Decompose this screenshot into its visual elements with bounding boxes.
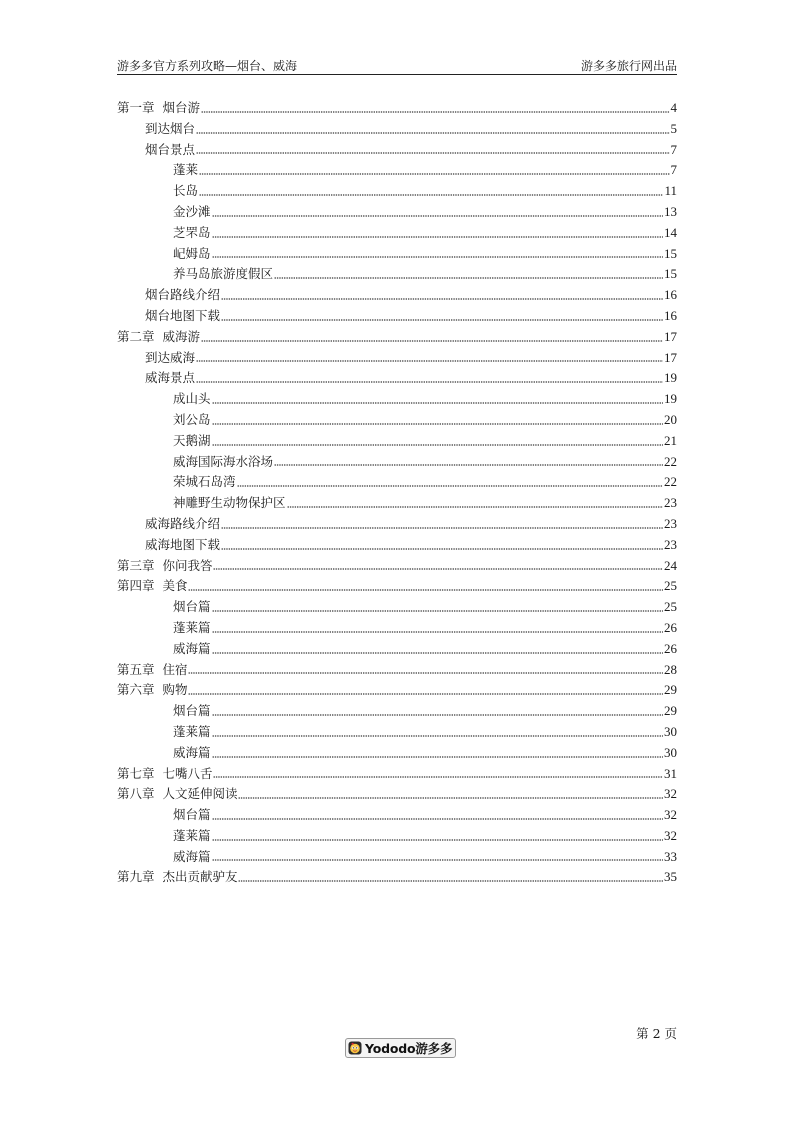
toc-entry-label: 天鹅湖 xyxy=(173,432,211,448)
toc-entry-page: 23 xyxy=(664,515,677,531)
toc-entry[interactable] xyxy=(117,597,677,618)
toc-entry-label: 荣城石岛湾 xyxy=(173,474,236,490)
toc-entry-page: 16 xyxy=(664,307,677,323)
toc-dot-leader xyxy=(212,727,663,737)
toc-entry-label: 烟台路线介绍 xyxy=(145,287,221,303)
toc-entry-page: 28 xyxy=(664,661,677,677)
toc-entry-page: 25 xyxy=(664,599,677,615)
toc-dot-leader xyxy=(199,186,663,196)
toc-entry-page: 13 xyxy=(664,203,677,219)
toc-entry[interactable] xyxy=(117,493,677,514)
toc-dot-leader xyxy=(212,831,663,841)
toc-entry-page: 30 xyxy=(664,723,677,739)
header-publisher: 游多多旅行网出品 xyxy=(580,59,677,73)
toc-entry-label: 威海篇 xyxy=(173,640,211,656)
toc-entry-label: 第二章 威海游 xyxy=(117,328,200,344)
toc-dot-leader xyxy=(212,228,663,238)
toc-entry-page: 23 xyxy=(664,495,677,511)
toc-dot-leader xyxy=(196,352,663,362)
toc-entry-page: 22 xyxy=(664,474,677,490)
toc-dot-leader xyxy=(238,872,663,882)
toc-entry-page: 21 xyxy=(664,432,677,448)
toc-entry-page: 5 xyxy=(670,120,677,136)
toc-entry-label: 到达烟台 xyxy=(145,120,196,136)
toc-dot-leader xyxy=(188,685,663,695)
toc-entry-page: 4 xyxy=(670,100,677,115)
toc-entry-page: 17 xyxy=(664,349,677,365)
toc-entry-label: 蓬莱篇 xyxy=(173,723,211,739)
toc-entry-label: 烟台篇 xyxy=(173,599,211,615)
toc-entry[interactable] xyxy=(117,701,677,722)
toc-entry[interactable] xyxy=(117,743,677,764)
toc-entry[interactable] xyxy=(117,244,677,265)
toc-entry-page: 7 xyxy=(670,162,677,178)
toc-entry-page: 31 xyxy=(664,765,677,781)
toc-entry-label: 蓬莱篇 xyxy=(173,619,211,635)
toc-entry-page: 35 xyxy=(664,869,677,885)
toc-entry[interactable] xyxy=(117,389,677,410)
toc-entry-label: 成山头 xyxy=(173,391,211,407)
toc-entry[interactable] xyxy=(117,660,677,681)
toc-entry-page: 26 xyxy=(664,619,677,635)
toc-entry[interactable] xyxy=(117,805,677,826)
toc-dot-leader xyxy=(188,664,663,674)
toc-entry[interactable] xyxy=(117,556,677,577)
toc-entry-page: 32 xyxy=(664,786,677,802)
toc-entry-page: 7 xyxy=(670,141,677,157)
toc-dot-leader xyxy=(199,165,669,175)
toc-entry-page: 29 xyxy=(664,703,677,719)
logo-text: Yododo游多多 xyxy=(365,1041,453,1056)
toc-entry-label: 烟台篇 xyxy=(173,807,211,823)
toc-dot-leader xyxy=(221,540,663,550)
toc-entry-label: 第七章 七嘴八舌 xyxy=(117,765,213,781)
toc-entry[interactable] xyxy=(117,639,677,660)
toc-entry[interactable] xyxy=(117,285,677,306)
toc-entry-page: 22 xyxy=(664,453,677,469)
toc-dot-leader xyxy=(274,456,663,466)
toc-entry-page: 33 xyxy=(664,848,677,864)
toc-dot-leader xyxy=(212,851,663,861)
toc-entry-label: 威海景点 xyxy=(145,370,196,386)
toc-entry-page: 26 xyxy=(664,640,677,656)
page-header xyxy=(117,56,677,74)
toc-entry-label: 第五章 住宿 xyxy=(117,661,188,677)
toc-entry[interactable] xyxy=(117,431,677,452)
toc-dot-leader xyxy=(212,602,663,612)
toc-dot-leader xyxy=(188,581,663,591)
toc-entry-page: 19 xyxy=(664,370,677,386)
toc-entry-page: 17 xyxy=(664,328,677,344)
toc-entry-label: 烟台景点 xyxy=(145,141,196,157)
toc-entry-page: 14 xyxy=(664,224,677,240)
toc-entry[interactable] xyxy=(117,223,677,244)
toc-dot-leader xyxy=(201,103,670,113)
toc-dot-leader xyxy=(212,623,663,633)
toc-entry[interactable] xyxy=(117,784,677,805)
toc-entry-page: 24 xyxy=(664,557,677,573)
toc-entry[interactable] xyxy=(117,119,677,140)
toc-dot-leader xyxy=(287,498,663,508)
toc-entry-label: 威海路线介绍 xyxy=(145,515,221,531)
toc-entry-label: 第四章 美食 xyxy=(117,578,188,594)
toc-entry[interactable] xyxy=(117,348,677,369)
toc-dot-leader xyxy=(221,519,663,529)
toc-entry-label: 长岛 xyxy=(173,183,199,199)
toc-entry-page: 29 xyxy=(664,682,677,698)
toc-entry-page: 16 xyxy=(664,287,677,303)
toc-dot-leader xyxy=(212,415,663,425)
toc-entry-page: 15 xyxy=(664,266,677,282)
toc-entry[interactable] xyxy=(117,514,677,535)
toc-entry[interactable] xyxy=(117,368,677,389)
toc-entry-label: 第九章 杰出贡献驴友 xyxy=(117,869,238,885)
toc-entry[interactable] xyxy=(117,181,677,202)
toc-entry-label: 第八章 人文延伸阅读 xyxy=(117,786,238,802)
toc-entry[interactable] xyxy=(117,618,677,639)
toc-entry-page: 25 xyxy=(664,578,677,594)
toc-dot-leader xyxy=(221,311,663,321)
toc-entry-page: 30 xyxy=(664,744,677,760)
toc-dot-leader xyxy=(212,248,663,258)
toc-entry-page: 32 xyxy=(664,827,677,843)
toc-dot-leader xyxy=(213,560,663,570)
toc-entry-label: 金沙滩 xyxy=(173,203,211,219)
toc-entry[interactable] xyxy=(117,847,677,868)
toc-entry-label: 威海国际海水浴场 xyxy=(173,453,274,469)
toc-entry[interactable] xyxy=(117,202,677,223)
toc-entry-label: 到达威海 xyxy=(145,349,196,365)
toc-entry[interactable] xyxy=(117,576,677,597)
toc-dot-leader xyxy=(237,477,663,487)
toc-entry-label: 烟台篇 xyxy=(173,703,211,719)
toc-entry-label: 蓬莱 xyxy=(173,162,199,178)
toc-dot-leader xyxy=(212,810,663,820)
toc-entry-label: 养马岛旅游度假区 xyxy=(173,266,274,282)
toc-dot-leader xyxy=(238,789,663,799)
toc-dot-leader xyxy=(196,144,669,154)
yododo-logo xyxy=(345,1038,456,1058)
toc-entry[interactable] xyxy=(117,722,677,743)
toc-entry-label: 芝罘岛 xyxy=(173,224,211,240)
toc-dot-leader xyxy=(212,394,663,404)
toc-entry-label: 第六章 购物 xyxy=(117,682,188,698)
toc-entry[interactable] xyxy=(117,452,677,473)
toc-entry[interactable] xyxy=(117,680,677,701)
toc-dot-leader xyxy=(212,644,663,654)
toc-entry-page: 32 xyxy=(664,807,677,823)
page-number: 第 2 页 xyxy=(636,1026,677,1041)
toc-entry-label: 蓬莱篇 xyxy=(173,827,211,843)
toc-entry-label: 威海篇 xyxy=(173,744,211,760)
toc-entry[interactable] xyxy=(117,327,677,348)
toc-dot-leader xyxy=(212,436,663,446)
toc-entry[interactable] xyxy=(117,867,677,888)
toc-entry-label: 第一章 烟台游 xyxy=(117,100,200,115)
toc-entry[interactable] xyxy=(117,264,677,285)
toc-entry[interactable] xyxy=(117,160,677,181)
toc-entry-label: 烟台地图下载 xyxy=(145,307,221,323)
toc-dot-leader xyxy=(212,706,663,716)
yododo-mascot-icon xyxy=(348,1041,362,1055)
toc-entry-label: 刘公岛 xyxy=(173,411,211,427)
toc-entry-label: 第三章 你问我答 xyxy=(117,557,213,573)
toc-dot-leader xyxy=(274,269,663,279)
toc-dot-leader xyxy=(212,207,663,217)
toc-dot-leader xyxy=(213,768,663,778)
toc-entry[interactable] xyxy=(117,306,677,327)
toc-entry[interactable] xyxy=(117,98,677,119)
toc-entry-page: 20 xyxy=(664,411,677,427)
toc-entry-label: 威海地图下载 xyxy=(145,536,221,552)
toc-dot-leader xyxy=(221,290,663,300)
toc-entry[interactable] xyxy=(117,535,677,556)
toc-entry-page: 23 xyxy=(664,536,677,552)
toc-entry[interactable] xyxy=(117,472,677,493)
toc-entry-label: 屺姆岛 xyxy=(173,245,211,261)
toc-entry-page: 11 xyxy=(664,183,677,199)
header-divider xyxy=(117,74,677,75)
toc-dot-leader xyxy=(201,332,663,342)
toc-entry[interactable] xyxy=(117,410,677,431)
toc-entry-page: 19 xyxy=(664,391,677,407)
toc-entry[interactable] xyxy=(117,140,677,161)
toc-entry-page: 15 xyxy=(664,245,677,261)
toc-entry[interactable] xyxy=(117,826,677,847)
toc-dot-leader xyxy=(196,373,663,383)
header-title: 游多多官方系列攻略—烟台、威海 xyxy=(117,59,298,73)
table-of-contents xyxy=(117,98,677,888)
toc-entry-label: 神雕野生动物保护区 xyxy=(173,495,286,511)
toc-entry-label: 威海篇 xyxy=(173,848,211,864)
toc-dot-leader xyxy=(196,124,669,134)
toc-dot-leader xyxy=(212,748,663,758)
toc-entry[interactable] xyxy=(117,764,677,785)
